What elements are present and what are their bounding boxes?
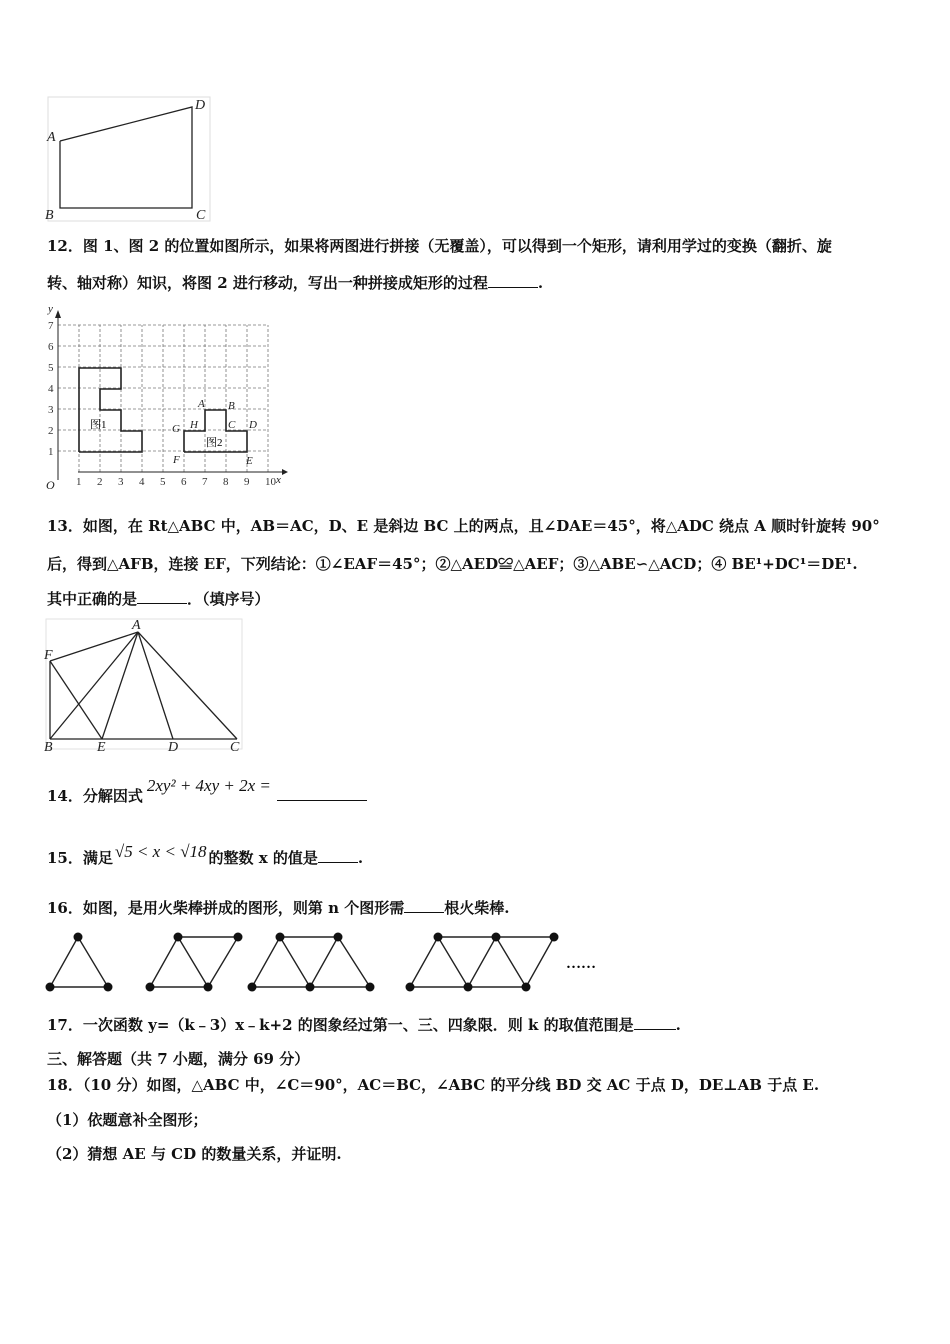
trapezoid-outline [60, 107, 192, 208]
label-d: D [168, 740, 179, 755]
q18-line1: 18．（10 分）如图，△ABC 中，∠C＝90°，AC＝BC，∠ABC 的平分线 BD 交 AC 于点 D，DE⊥AB 于点 E. [47, 1076, 820, 1094]
q14-answer-blank[interactable] [277, 786, 367, 801]
point-b-label: B [228, 400, 235, 412]
x-tick-label: 9 [244, 476, 250, 488]
q14-prefix: 14．分解因式 [47, 787, 143, 805]
q13-line3-end: ．（填序号） [187, 590, 270, 608]
q13-line1: 13．如图，在 Rt△ABC 中，AB＝AC，D、E 是斜边 BC 上的两点，且∠DAE＝45°，将△ADC 绕点 A 顺时针旋转 90° [47, 517, 880, 535]
y-axis-label: y [48, 303, 53, 315]
y-tick-label: 1 [48, 446, 54, 458]
triangle-lines [50, 632, 237, 739]
point-d-label: D [249, 419, 257, 431]
q12-line1: 12．图 1、图 2 的位置如图所示，如果将两图进行拼接（无覆盖），可以得到一个矩形，请利用学过的变换（翻折、旋 [47, 237, 832, 255]
figure-frame [48, 97, 210, 221]
y-axis-arrow [55, 310, 61, 318]
q12-line2 [47, 273, 543, 293]
x-axis-arrow [282, 469, 288, 475]
q12-answer-blank[interactable] [488, 273, 538, 288]
figure-1-label: 图1 [90, 419, 107, 431]
q15-expression: √5 < x < √18 [114, 842, 207, 861]
grid-figure [40, 300, 290, 495]
point-f-label: F [173, 454, 180, 466]
y-tick-label: 4 [48, 383, 54, 395]
q16-text: 16．如图，是用火柴棒拼成的图形，则第 n 个图形需 [47, 899, 405, 917]
q18-part2: （2）猜想 AE 与 CD 的数量关系，并证明. [47, 1145, 342, 1163]
x-tick-label: 8 [223, 476, 229, 488]
x-axis-label: x [276, 474, 281, 486]
q13-line3 [47, 589, 270, 609]
matchstick-figure [40, 925, 620, 1000]
x-tick-label: 6 [181, 476, 187, 488]
point-h-label: H [190, 419, 198, 431]
q17-answer-blank[interactable] [634, 1015, 676, 1030]
x-tick-label: 5 [160, 476, 166, 488]
label-c: C [230, 740, 240, 755]
y-tick-label: 7 [48, 320, 54, 332]
matchstick-ellipsis: …… [566, 956, 596, 972]
q17-text: 17．一次函数 y=（k﹣3）x﹣k+2 的图象经过第一、三、四象限．则 k 的取值范围是 [47, 1016, 634, 1034]
matchstick-lines [50, 937, 554, 987]
point-a-label: A [198, 398, 205, 410]
q15-suffix: 的整数 x 的值是 [208, 849, 318, 867]
label-f: F [44, 648, 53, 663]
origin-label: O [46, 478, 55, 492]
x-tick-label: 7 [202, 476, 208, 488]
x-tick-labels [76, 476, 277, 488]
x-tick-label: 3 [118, 476, 124, 488]
trapezoid-figure [40, 95, 220, 225]
x-tick-label: 4 [139, 476, 145, 488]
label-b: B [44, 740, 53, 755]
point-e-label: E [246, 455, 253, 467]
label-d: D [195, 98, 206, 113]
section-3-heading: 三、解答题（共 7 小题，满分 69 分） [47, 1050, 310, 1068]
x-tick-label: 10 [265, 476, 276, 488]
q15-answer-blank[interactable] [318, 848, 358, 863]
q12-line2-text: 转、轴对称）知识，将图 2 进行移动，写出一种拼接成矩形的过程 [47, 274, 488, 292]
q16-end: 根火柴棒. [444, 899, 510, 917]
label-c: C [196, 208, 206, 223]
y-tick-label: 3 [48, 404, 54, 416]
q14-expression: 2xy² + 4xy + 2x = [146, 776, 271, 795]
triangle-figure [40, 615, 250, 755]
q14 [47, 776, 367, 806]
y-tick-label: 2 [48, 425, 54, 437]
q13-answer-blank[interactable] [137, 589, 187, 604]
q13-line3-text: 其中正确的是 [47, 590, 138, 608]
q15-end: . [357, 849, 364, 867]
q18-part1: （1）依题意补全图形； [47, 1111, 208, 1129]
figure-2-label: 图2 [206, 437, 223, 449]
grid-lines [58, 325, 268, 472]
point-c-label: C [228, 419, 236, 431]
label-e: E [97, 740, 106, 755]
q16 [47, 898, 509, 918]
x-tick-label: 2 [97, 476, 103, 488]
x-tick-label: 1 [76, 476, 82, 488]
point-g-label: G [172, 423, 180, 435]
y-tick-label: 6 [48, 341, 54, 353]
q16-answer-blank[interactable] [404, 898, 444, 913]
label-a: A [132, 618, 141, 633]
q17-end: . [675, 1016, 681, 1034]
figure-1-shape [79, 368, 142, 452]
y-tick-labels [48, 320, 54, 458]
q15 [47, 842, 364, 868]
q13-line2: 后，得到△AFB，连接 EF，下列结论：①∠EAF＝45°；②△AED≌△AEF；③△ABE∽△ACD；④ BE¹+DC¹＝DE¹. [47, 555, 858, 573]
y-tick-label: 5 [48, 362, 54, 374]
label-a: A [47, 130, 56, 145]
q17 [47, 1015, 681, 1035]
q12-line2-end: . [537, 274, 544, 292]
label-b: B [45, 208, 54, 223]
q15-prefix: 15．满足 [47, 849, 113, 867]
